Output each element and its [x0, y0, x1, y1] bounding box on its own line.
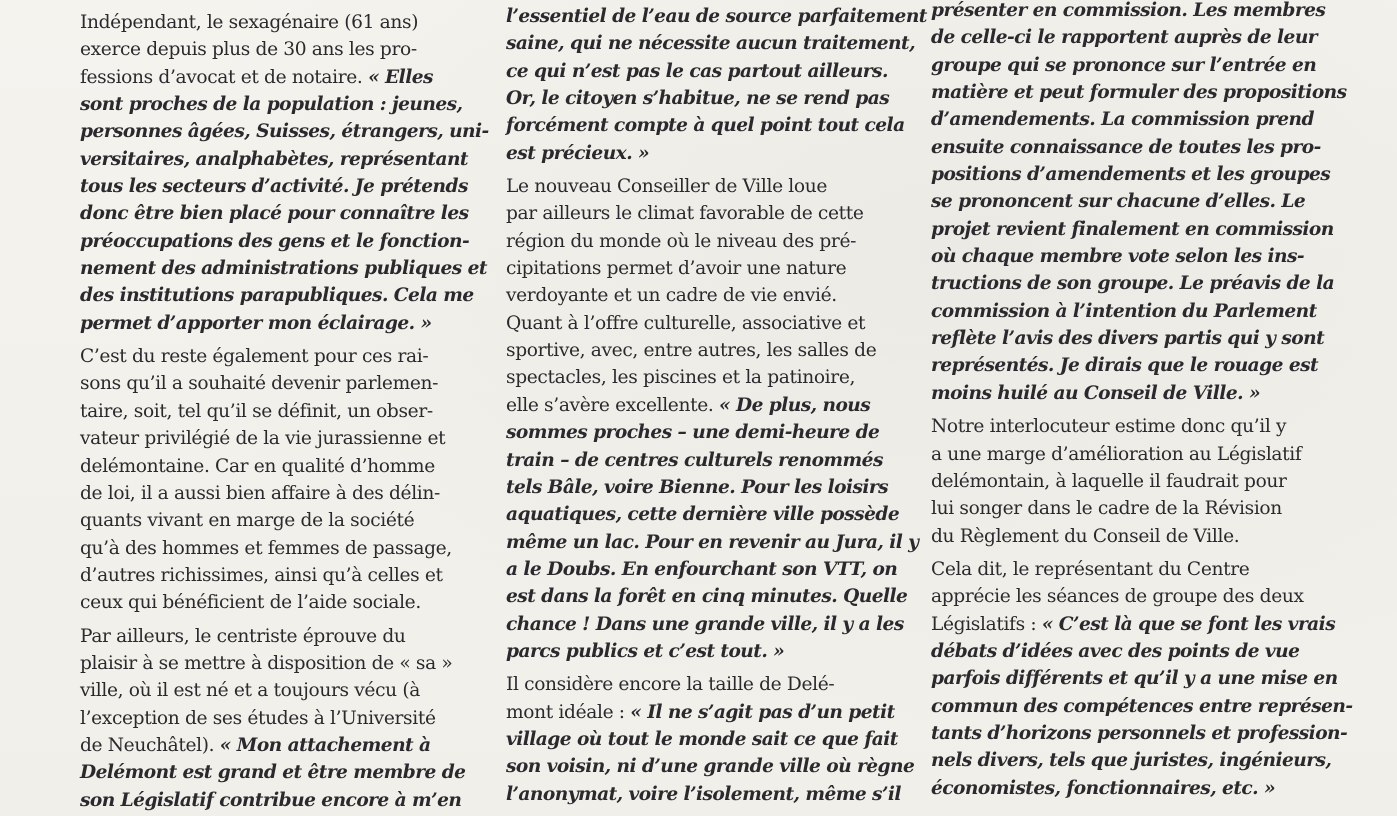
quote-text: d’amendements. La commission prend [931, 109, 1314, 131]
quote-text: commission à l’intention du Parlement [931, 300, 1317, 322]
text-line [506, 140, 927, 167]
body-text: delémontain, à laquelle il faudrait pour [931, 470, 1287, 492]
text-line [506, 556, 927, 583]
text-line [931, 556, 1353, 583]
text-line [80, 282, 489, 309]
body-text: apprécie les séances de groupe des deux [931, 586, 1304, 608]
quote-text: positions d’amendements et les groupes [931, 164, 1331, 186]
body-text: ville, où il est né et a toujours vécu (à [80, 680, 420, 702]
text-line [506, 611, 927, 638]
text-line [506, 364, 927, 391]
text-line [506, 638, 927, 665]
text-line [931, 775, 1353, 802]
text-line [506, 419, 927, 446]
quote-text: sont proches de la population : jeunes, [80, 94, 463, 116]
text-line [506, 173, 927, 200]
text-line [506, 30, 927, 57]
text-line [931, 270, 1353, 297]
body-text: Par ailleurs, le centriste éprouve du [80, 625, 406, 647]
text-line [931, 0, 1353, 24]
article-paragraph [506, 671, 927, 808]
text-line [80, 759, 489, 786]
text-line [506, 112, 927, 139]
quote-text: versitaires, analphabètes, représentant [80, 148, 468, 170]
text-line [931, 665, 1353, 692]
text-line [80, 200, 489, 227]
text-line [506, 200, 927, 227]
text-line [506, 753, 927, 780]
quote-text: « Il ne s’agit pas d’un petit [630, 701, 895, 723]
article-paragraph [931, 413, 1353, 550]
quote-text: est dans la forêt en cinq minutes. Quelle [506, 586, 908, 608]
text-line [931, 352, 1353, 379]
body-text: C’est du reste également pour ces rai- [80, 346, 429, 368]
quote-text: tous les secteurs d’activité. Je prétends [80, 176, 468, 198]
body-text: delémontaine. Car en qualité d’homme [80, 455, 435, 477]
article-paragraph [80, 343, 489, 616]
body-text: quants vivant en marge de la société [80, 510, 415, 532]
text-line [506, 58, 927, 85]
text-line [80, 562, 489, 589]
text-line [80, 146, 489, 173]
quote-text: matière et peut formuler des propositions [931, 82, 1347, 104]
body-text: a une marge d’amélioration au Législatif [931, 443, 1302, 465]
text-line [80, 370, 489, 397]
body-text: sons qu’il a souhaité devenir parlemen- [80, 373, 439, 395]
quote-text: son Législatif contribue encore à m’en [80, 789, 462, 811]
text-line [80, 36, 489, 63]
text-line [506, 310, 927, 337]
text-line [80, 480, 489, 507]
body-text: taire, soit, tel qu’il se définit, un obser- [80, 400, 433, 422]
quote-text: ce qui n’est pas le cas partout ailleurs. [506, 60, 888, 82]
text-line [506, 337, 927, 364]
text-line [506, 781, 927, 808]
quote-text: reflète l’avis des divers partis qui y sont [931, 328, 1325, 350]
body-text: d’autres richissimes, ainsi qu’à celles et [80, 564, 443, 586]
text-line [80, 535, 489, 562]
quote-text: forcément compte à quel point tout cela [506, 115, 905, 137]
text-line [80, 118, 489, 145]
quote-text: l’essentiel de l’eau de source parfaitement [506, 6, 927, 27]
text-line [931, 216, 1353, 243]
text-line [506, 501, 927, 528]
quote-text: ensuite connaissance de toutes les pro- [931, 136, 1321, 158]
text-line [80, 787, 489, 814]
quote-text: village où tout le monde sait ce que fait [506, 728, 898, 750]
quote-text: tels Bâle, voire Bienne. Pour les loisirs [506, 476, 889, 498]
quote-text: « Elles [368, 66, 433, 88]
text-line [506, 228, 927, 255]
body-text: Il considère encore la taille de Delé- [506, 674, 835, 696]
text-line [80, 677, 489, 704]
quote-text: aquatiques, cette dernière ville possède [506, 504, 900, 526]
text-line [931, 161, 1353, 188]
quote-text: son voisin, ni d’une grande ville où règne [506, 756, 915, 778]
body-text: l’exception de ses études à l’Université [80, 707, 436, 729]
text-line [80, 173, 489, 200]
quote-text: Delémont est grand et être membre de [80, 762, 466, 784]
text-line [931, 134, 1353, 161]
quote-text: a le Doubs. En enfourchant son VTT, on [506, 558, 898, 580]
quote-text: train – de centres culturels renommés [506, 449, 883, 471]
text-line [80, 705, 489, 732]
text-line [506, 3, 927, 30]
body-text: lui songer dans le cadre de la Révision [931, 498, 1282, 520]
body-text: Indépendant, le sexagénaire (61 ans) [80, 12, 419, 33]
quote-text: des institutions parapubliques. Cela me [80, 285, 474, 307]
text-line [931, 693, 1353, 720]
text-line [931, 611, 1353, 638]
text-line [931, 24, 1353, 51]
text-line [506, 447, 927, 474]
quote-text: sommes proches – une demi-heure de [506, 422, 880, 444]
article-paragraph [506, 3, 927, 167]
text-line [80, 9, 489, 36]
body-text: verdoyante et un cadre de vie envié. [506, 285, 837, 307]
text-line [931, 638, 1353, 665]
text-line [80, 255, 489, 282]
text-line [80, 343, 489, 370]
quote-text: « C’est là que se font les vrais [1041, 613, 1336, 635]
body-text: Législatifs : [931, 613, 1042, 635]
text-line [80, 425, 489, 452]
quote-text: nement des administrations publiques et [80, 258, 487, 280]
text-line [506, 529, 927, 556]
body-text: vateur privilégié de la vie jurassienne et [80, 428, 446, 450]
quote-text: personnes âgées, Suisses, étrangers, uni- [80, 121, 489, 143]
body-text: Cela dit, le représentant du Centre [931, 558, 1250, 580]
text-line [80, 91, 489, 118]
quote-text: chance ! Dans une grande ville, il y a les [506, 613, 904, 635]
body-text: fessions d’avocat et de notaire. [80, 66, 369, 88]
text-line [80, 589, 489, 616]
quote-text: Or, le citoyen s’habitue, ne se rend pas [506, 88, 890, 110]
text-line [80, 228, 489, 255]
body-text: de loi, il a aussi bien affaire à des délin- [80, 482, 440, 504]
text-line [506, 726, 927, 753]
text-line [931, 468, 1353, 495]
quote-text: saine, qui ne nécessite aucun traitement, [506, 33, 915, 55]
text-line [80, 310, 489, 337]
text-line [80, 507, 489, 534]
text-line [506, 474, 927, 501]
text-line [931, 243, 1353, 270]
text-line [931, 523, 1353, 550]
quote-text: se prononcent sur chacune d’elles. Le [931, 191, 1306, 213]
text-line [931, 441, 1353, 468]
text-line [931, 325, 1353, 352]
text-line [931, 298, 1353, 325]
text-line [506, 671, 927, 698]
body-text: Le nouveau Conseiller de Ville loue [506, 176, 828, 198]
text-line [80, 732, 489, 759]
quote-text: groupe qui se prononce sur l’entrée en [931, 54, 1317, 76]
quote-text: « Mon attachement à [219, 734, 431, 756]
quote-text: parfois différents et qu’il y a une mise en [931, 668, 1338, 690]
article-paragraph [931, 0, 1353, 407]
body-text: sportive, avec, entre autres, les salles de [506, 340, 877, 362]
body-text: Quant à l’offre culturelle, associative et [506, 312, 866, 334]
quote-text: moins huilé au Conseil de Ville. » [931, 382, 1261, 404]
body-text: cipitations permet d’avoir une nature [506, 258, 847, 280]
quote-text: économistes, fonctionnaires, etc. » [931, 777, 1276, 799]
text-line [506, 85, 927, 112]
quote-text: projet revient finalement en commission [931, 218, 1334, 240]
article-column-3 [931, 0, 1353, 808]
quote-text: donc être bien placé pour connaître les [80, 203, 469, 225]
article-column-2 [506, 3, 927, 814]
body-text: du Règlement du Conseil de Ville. [931, 525, 1240, 547]
text-line [506, 583, 927, 610]
body-text: région du monde où le niveau des pré- [506, 230, 857, 252]
body-text: mont idéale : [506, 701, 631, 723]
quote-text: est précieux. » [506, 142, 650, 164]
quote-text: tants d’horizons personnels et profession- [931, 722, 1348, 744]
quote-text: parcs publics et c’est tout. » [506, 640, 785, 662]
body-text: spectacles, les piscines et la patinoire, [506, 367, 856, 389]
quote-text: préoccupations des gens et le fonction- [80, 230, 470, 252]
article-paragraph [80, 9, 489, 337]
article-paragraph [80, 623, 489, 814]
text-line [80, 398, 489, 425]
quote-text: nels divers, tels que juristes, ingénieurs, [931, 750, 1332, 772]
quote-text: « De plus, nous [719, 394, 871, 416]
body-text: elle s’avère excellente. [506, 394, 719, 416]
text-line [80, 650, 489, 677]
quote-text: même un lac. Pour en revenir au Jura, il y [506, 531, 919, 553]
body-text: de Neuchâtel). [80, 734, 220, 756]
article-paragraph [931, 556, 1353, 802]
text-line [506, 282, 927, 309]
quote-text: commun des compétences entre représen- [931, 695, 1353, 717]
quote-text: débats d’idées avec des points de vue [931, 640, 1300, 662]
article-paragraph [506, 173, 927, 665]
text-line [80, 453, 489, 480]
text-line [80, 623, 489, 650]
body-text: Notre interlocuteur estime donc qu’il y [931, 416, 1287, 438]
text-line [506, 255, 927, 282]
quote-text: où chaque membre vote selon les ins- [931, 246, 1305, 268]
body-text: par ailleurs le climat favorable de cette [506, 203, 864, 225]
article-column-1 [80, 9, 489, 816]
body-text: qu’à des hommes et femmes de passage, [80, 537, 452, 559]
text-line [931, 495, 1353, 522]
text-line [931, 720, 1353, 747]
text-line [506, 699, 927, 726]
text-line [931, 79, 1353, 106]
quote-text: permet d’apporter mon éclairage. » [80, 312, 432, 334]
body-text: ceux qui bénéficient de l’aide sociale. [80, 592, 421, 614]
text-line [931, 747, 1353, 774]
text-line [506, 392, 927, 419]
text-line [931, 188, 1353, 215]
body-text: exerce depuis plus de 30 ans les pro- [80, 39, 417, 61]
text-line [931, 380, 1353, 407]
text-line [931, 52, 1353, 79]
text-line [931, 583, 1353, 610]
quote-text: l’anonymat, voire l’isolement, même s’il [506, 783, 901, 805]
quote-text: représentés. Je dirais que le rouage est [931, 355, 1319, 377]
body-text: plaisir à se mettre à disposition de « sa » [80, 652, 453, 674]
text-line [931, 413, 1353, 440]
text-line [80, 64, 489, 91]
quote-text: tructions de son groupe. Le préavis de la [931, 273, 1335, 295]
quote-text: de celle-ci le rapportent auprès de leur [931, 27, 1318, 49]
quote-text: présenter en commission. Les membres [931, 0, 1326, 21]
text-line [931, 106, 1353, 133]
